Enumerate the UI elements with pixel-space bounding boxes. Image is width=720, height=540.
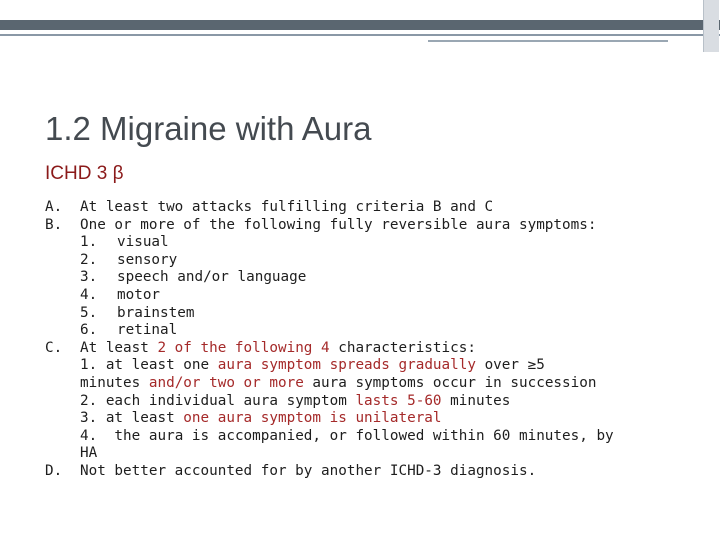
criterion-b-text: One or more of the following fully reversible aura symptoms:: [80, 216, 597, 233]
criterion-d: [45, 463, 675, 481]
corner-decoration: [703, 0, 719, 52]
criterion-b-marker: B.: [45, 216, 63, 233]
characteristic-1: 1. at least one aura symptom spreads gradually over ≥5: [80, 357, 545, 374]
criteria-list: [45, 199, 675, 481]
highlight: 2 of the following 4: [157, 339, 330, 356]
symptom-brainstem: brainstem: [117, 304, 195, 321]
criterion-a-text: At least two attacks fulfilling criteria B and C: [80, 199, 494, 215]
slide-title: 1.2 Migraine with Aura: [45, 110, 372, 147]
criterion-c-marker: C.: [45, 339, 63, 356]
symptom-motor: motor: [117, 286, 161, 303]
slide-subtitle: ICHD 3 β: [45, 163, 124, 184]
highlight: aura symptom spreads gradually: [217, 357, 476, 374]
header-rule: [0, 34, 720, 36]
symptom-visual: visual: [117, 234, 169, 251]
symptom-item: 1. visual: [80, 234, 169, 251]
characteristic-1-cont: minutes and/or two or more aura symptoms occur in succession: [80, 374, 597, 391]
header-bar: [0, 20, 720, 30]
characteristic-4-cont: HA: [80, 445, 98, 462]
symptom-retinal: retinal: [117, 322, 178, 339]
symptom-item: 2. sensory: [80, 251, 178, 268]
symptom-item: 6. retinal: [80, 322, 178, 339]
characteristic-3: 3. at least one aura symptom is unilateral: [80, 410, 442, 427]
criterion-a-marker: A.: [45, 199, 63, 215]
characteristic-2: 2. each individual aura symptom lasts 5-60 minutes: [80, 392, 511, 409]
criterion-c-text: At least 2 of the following 4 characteristics:: [80, 339, 476, 356]
highlight: lasts 5-60: [355, 392, 442, 409]
header-accent-line: [428, 40, 668, 42]
characteristic-4: 4. the aura is accompanied, or followed within 60 minutes, by: [80, 427, 614, 444]
highlight: and/or two or more: [148, 374, 304, 391]
criterion-a: [45, 199, 675, 217]
symptom-item: 3. speech and/or language: [80, 269, 307, 286]
criterion-c: [45, 340, 675, 463]
highlight: one aura symptom is unilateral: [183, 410, 442, 427]
symptom-item: 5. brainstem: [80, 304, 195, 321]
symptom-sensory: sensory: [117, 251, 178, 268]
criterion-d-text: Not better accounted for by another ICHD-3 diagnosis.: [80, 462, 537, 479]
criterion-d-marker: D.: [45, 462, 63, 479]
symptom-item: 4. motor: [80, 286, 161, 303]
criterion-b: [45, 217, 675, 340]
symptom-speech: speech and/or language: [117, 269, 307, 286]
